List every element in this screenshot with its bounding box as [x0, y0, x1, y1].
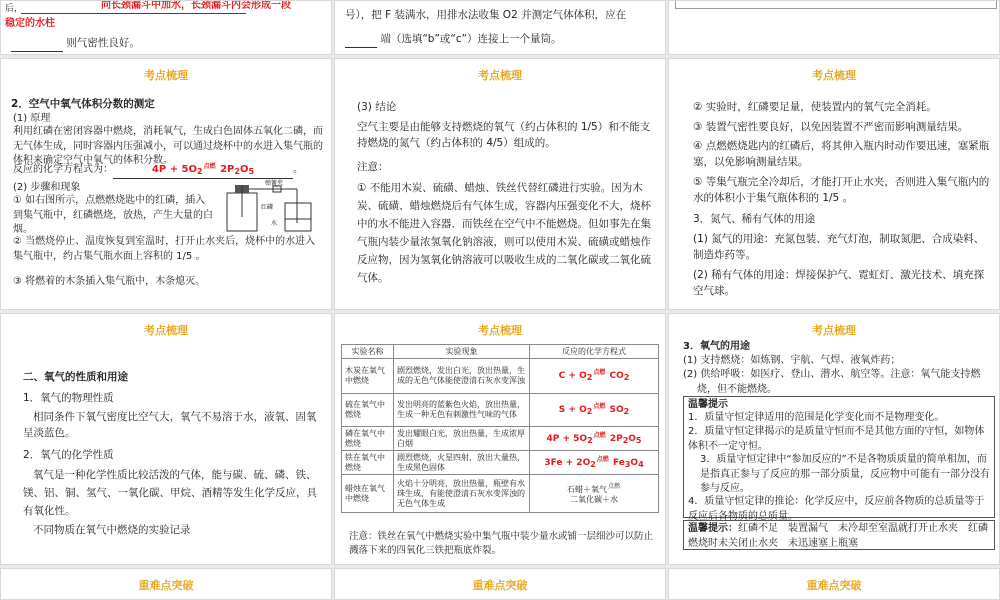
text-chemical-body: 氧气是一种化学性质比较活泼的气体，能与碳、硫、磷、铁、镁、铝、铜、氢气、一氧化碳、甲烷、酒精等发生化学反应，具有氧化性。: [23, 469, 317, 518]
slide1-prefix: 后，: [5, 4, 24, 14]
text-step-2: ② 当燃烧停止、温度恢复到室温时，打开止水夹后，烧杯中的水进入集气瓶中，约占集气瓶水面上容积的 1/5 。: [13, 236, 316, 262]
section-title: 2．空气中氧气体积分数的测定: [11, 98, 155, 110]
text-conclusion: (3) 结论: [357, 101, 397, 113]
cell-name: 硫在氧气中燃烧: [342, 394, 394, 427]
equation-line: 反应的化学方程式为： $4P + 5O_2^{点燃}$ $2P_2O_5$ 。: [13, 163, 325, 179]
cell-name: 铁在氧气中燃烧: [342, 451, 394, 475]
slide-6: [668, 58, 1000, 310]
label-spring-clip: 弹簧夹: [265, 180, 284, 187]
table-fragment: [675, 1, 997, 9]
cell-phenomenon: 剧烈燃烧，火星四射，放出大量热，生成黑色固体: [394, 451, 530, 475]
text-step-1: ① 如右图所示，点燃燃烧匙中的红磷，插入到集气瓶中，红磷燃烧，放热，产生大量的白烟。: [13, 195, 213, 235]
text-principle: (1) 原理: [13, 113, 51, 124]
col-header: 实验名称: [342, 345, 394, 359]
slide-header: 考点梳理: [812, 324, 856, 337]
col-header: 反应的化学方程式: [530, 345, 659, 359]
text-respiration: (2) 供给呼吸：如医疗、登山、潜水、航空等。注意：氧气能支持燃烧，但不能燃烧。: [683, 369, 981, 395]
cell-phenomenon: 发出耀眼白光，放出热量，生成浓厚白烟: [394, 427, 530, 451]
slide-12: [668, 568, 1000, 600]
slide-header: 考点梳理: [812, 69, 856, 82]
table-row: [342, 359, 659, 394]
cell-phenomenon: 发出明亮的蓝紫色火焰，放出热量，生成一种无色有刺激性气味的气体: [394, 394, 530, 427]
table-row: [342, 427, 659, 451]
tip-title: 温馨提示: [688, 399, 728, 410]
slide1-red-answer-2: 稳定的水柱: [5, 18, 55, 29]
cell-equation: $4P + 5O2^{点燃}$ 2P2O5: [530, 427, 659, 451]
slide2-line1: 号），把 F 装满水，用排水法收集 O2 并测定气体体积，应在: [345, 9, 627, 21]
slide-header: 考点梳理: [144, 69, 188, 82]
label-water: 水: [271, 220, 278, 227]
text-note: 注意：: [357, 161, 389, 173]
cell-name: 磷在氧气中燃烧: [342, 427, 394, 451]
table-row: [342, 475, 659, 513]
tip-1: 1．质量守恒定律适用的范围是化学变化而不是物理变化。: [688, 412, 945, 423]
cell-phenomenon: 剧烈燃烧，发出白光，放出热量，生成的无色气体能使澄清石灰水变浑浊: [394, 359, 530, 394]
text-chemical-props: 2．氧气的化学性质: [23, 449, 114, 461]
cell-equation: 石蜡＋氧气$^{点燃}$ 二氧化碳＋水: [530, 475, 659, 513]
experiment-table: [341, 344, 659, 513]
tip-answer-text: 温馨提示：红磷不足 装置漏气 未冷却至室温就打开止水夹 红磷燃烧时未关闭止水夹 未迅速塞上瓶塞: [688, 523, 988, 549]
cell-equation: $3Fe + 2O2^{点燃}$ Fe3O4: [530, 451, 659, 475]
slide-4: [0, 58, 332, 310]
col-header: 实验现象: [394, 345, 530, 359]
text-support-combustion: (1) 支持燃烧：如炼钢、宇航、气焊、液氧炸药；: [683, 355, 901, 366]
slide-header: 考点梳理: [478, 324, 522, 337]
section-oxygen-uses: 3．氧气的用途: [683, 341, 750, 352]
text-steps: (2) 步骤和现象: [13, 182, 81, 193]
text-note-3: ③ 装置气密性要良好，以免因装置不严密而影响测量结果。: [693, 121, 969, 133]
slide-9: [668, 313, 1000, 565]
cell-equation: $S + O2^{点燃}$ SO2: [530, 394, 659, 427]
slide-3: [668, 0, 1000, 55]
slide-5: [334, 58, 666, 310]
tip-2: 2．质量守恒定律揭示的是质量守恒而不是其他方面的守恒，如物体体积不一定守恒。: [688, 426, 985, 452]
answer-underline: [21, 13, 246, 14]
text-iron-note: 注意：铁丝在氧气中燃烧实验中集气瓶中装少量水或铺一层细沙可以防止溅落下来的四氧化三铁把瓶底炸裂。: [349, 531, 654, 557]
slide2-line2: 端（选填“b”或“c”）连接上一个量筒。: [345, 31, 562, 48]
cell-phenomenon: 火焰十分明亮，放出热量，瓶壁有水珠生成，有能使澄清石灰水变浑浊的无色气体生成: [394, 475, 530, 513]
slide-10: [0, 568, 332, 600]
slide-header: 考点梳理: [144, 324, 188, 337]
text-physical-body: 相同条件下氧气密度比空气大，氧气不易溶于水，液氧、固氧呈淡蓝色。: [23, 411, 317, 440]
text-conclusion-body: 空气主要是由能够支持燃烧的氧气（约占体积的 1/5）和不能支持燃烧的氮气（约占体积的 4/5）组成的。: [357, 121, 651, 150]
tip-box: [683, 396, 995, 522]
text-table-caption: 不同物质在氧气中燃烧的实验记录: [33, 524, 191, 536]
section-nitrogen: 3．氮气、稀有气体的用途: [693, 213, 816, 225]
cell-equation: $C + O2^{点燃}$ CO2: [530, 359, 659, 394]
slide1-tail: 则气密性良好。: [11, 35, 140, 52]
cell-name: 蜡烛在氧气中燃烧: [342, 475, 394, 513]
slide-header: 重难点突破: [806, 579, 862, 592]
tip-box-answer: [683, 520, 995, 550]
section-oxygen: 二、氧气的性质和用途: [23, 371, 128, 383]
slide-header: 重难点突破: [138, 579, 194, 592]
slide-8: [334, 313, 666, 565]
table-row: [342, 451, 659, 475]
slide-11: [334, 568, 666, 600]
apparatus-diagram: [213, 179, 325, 235]
slide-header: 重难点突破: [472, 579, 528, 592]
slide1-red-answer-1: 向长颈漏斗中加水，长颈漏斗内会形成一段: [101, 0, 291, 11]
slide-2: [334, 0, 666, 55]
table-header-row: [342, 345, 659, 359]
text-note-4: ④ 点燃燃烧匙内的红磷后，将其伸入瓶内时动作要迅速，塞紧瓶塞，以免影响测量结果。: [693, 140, 990, 169]
tip-3: 3．质量守恒定律中“参加反应的”不是各物质质量的简单相加，而是指真正参与了反应的那一部分质量，反应物中可能有一部分没有参与反应。: [700, 454, 990, 494]
text-note-2: ② 实验时，红磷要足量，使装置内的氧气完全消耗。: [693, 101, 937, 113]
text-principle-body: 利用红磷在密闭容器中燃烧，消耗氧气，生成白色固体五氧化二磷，而无气体生成，同时容器内压强减小，可以通过烧杯中的水进入集气瓶的体积来确定空气中氧气的体积分数。: [13, 126, 323, 166]
slide-header: 考点梳理: [478, 69, 522, 82]
text-note-5: ⑤ 等集气瓶完全冷却后，才能打开止水夹，否则进入集气瓶内的水的体积小于集气瓶体积的 1/5 。: [693, 176, 990, 205]
text-physical-props: 1．氧气的物理性质: [23, 392, 114, 404]
text-step-3: ③ 将燃着的木条插入集气瓶中，木条熄灭。: [13, 276, 206, 287]
tip-4: 4．质量守恒定律的推论：化学反应中，反应前各物质的总质量等于反应后各物质的总质量。: [688, 496, 985, 522]
text-note-1: ① 不能用木炭、硫磺、蜡烛、铁丝代替红磷进行实验。因为木炭、硫磺、蜡烛燃烧后有气体生成，容器内压强变化不大，烧杯中的水不能进入容器．而铁丝在空气中不能燃烧。但如事先在集气瓶内装少量浓氢氧化钠溶液，则可以使用木炭、硫磺或蜡烛作反应物，因为氢氧化钠溶液可以吸收生成的二氧化碳或二氧化硫气体。: [357, 182, 651, 285]
slide-1: [0, 0, 332, 55]
text-noble-gas-use: (2) 稀有气体的用途：焊接保护气、霓虹灯、激光技术、填充探空气球。: [693, 269, 985, 298]
label-red-phosphorus: 红磷: [261, 204, 274, 211]
slide-7: [0, 313, 332, 565]
text-nitrogen-use: (1) 氮气的用途：充氮包装、充气灯泡，制取氮肥、合成染料、制造炸药等。: [693, 233, 985, 262]
cell-name: 木炭在氧气中燃烧: [342, 359, 394, 394]
table-row: [342, 394, 659, 427]
